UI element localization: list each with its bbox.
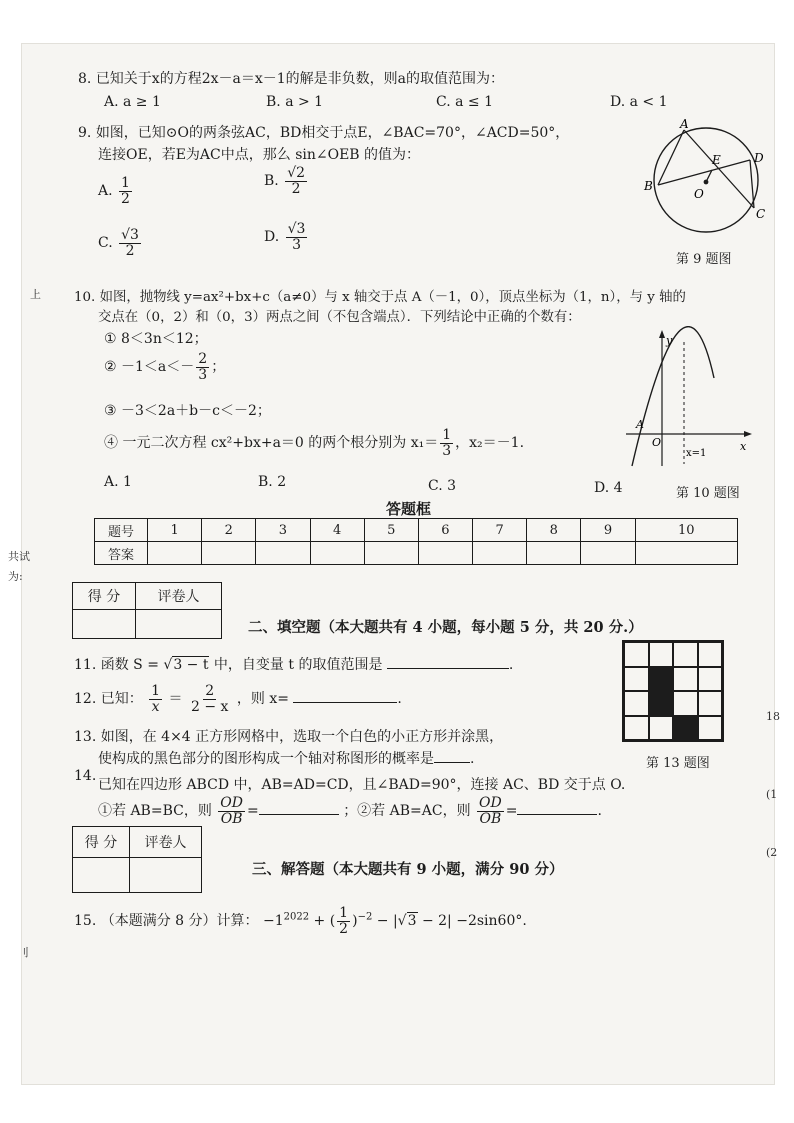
q10-conclusion-2: ② －1＜a＜－ $\frac{2}{3}$ ； [104, 351, 226, 383]
fraction: $\frac{OD}{OB}$ [479, 795, 502, 827]
question-number-cell: 5 [364, 519, 418, 542]
answer-cell[interactable] [202, 542, 256, 565]
fraction: $\frac{1}{2}$ [339, 905, 349, 937]
q9-option-b: B. $\frac{√2}{2}$ [264, 165, 306, 197]
score-label: 得 分 [73, 583, 136, 610]
question-number-cell: 1 [148, 519, 202, 542]
question-number-cell: 6 [418, 519, 472, 542]
margin-mark: 为: [8, 570, 23, 583]
question-number-cell: 2 [202, 519, 256, 542]
row-header: 题号 [95, 519, 148, 542]
black-square [649, 667, 674, 692]
fraction: $\frac{√3}{3}$ [287, 221, 306, 253]
score-table-section2 [72, 582, 222, 639]
q8-option-c: C. a ≤ 1 [436, 94, 493, 110]
q10-conclusion-1: ① 8＜3n＜12； [104, 331, 208, 347]
score-cell[interactable] [73, 858, 130, 893]
q8-option-a: A. a ≥ 1 [104, 94, 161, 110]
question-9 [78, 122, 569, 142]
question-15: 15. （本题满分 8 分）计算： $-1^{2022}$ + ( $\frac{1}{2}$ )$^{-2}$ − |√3 − 2| −2sin60°. [74, 905, 527, 937]
answer-cell[interactable] [418, 542, 472, 565]
q9-option-a: A. $\frac{1}{2}$ [98, 175, 130, 207]
fraction: $\frac{2}{2 - x}$ [191, 683, 229, 715]
q8-option-d: D. a < 1 [610, 94, 668, 110]
label-e: E [712, 153, 721, 167]
margin-mark: 刂 [18, 946, 29, 959]
q10-parabola-figure [622, 326, 756, 474]
question-number: 14. [74, 768, 97, 784]
q9-option-d: D. $\frac{√3}{3}$ [264, 221, 306, 253]
q13-caption: 第 13 题图 [646, 756, 710, 771]
label-x: x [740, 440, 747, 453]
fraction: $\frac{√3}{2}$ [121, 227, 139, 259]
fraction: $\frac{1}{2}$ [121, 175, 130, 207]
parabola-curve [632, 327, 714, 466]
fraction: $\frac{OD}{OB}$ [220, 795, 243, 827]
margin-mark: (2 [766, 846, 778, 859]
answer-cell[interactable] [473, 542, 527, 565]
margin-mark: 共试 [8, 550, 30, 563]
fraction: $\frac{2}{3}$ [198, 351, 208, 383]
question-14-parts: ①若 AB=BC，则 $\frac{OD}{OB}$ = ；②若 AB=AC，则 $\frac{OD}{OB}$ = . [98, 795, 602, 827]
answer-cell[interactable] [256, 542, 310, 565]
question-number-cell: 3 [256, 519, 310, 542]
question-14 [74, 768, 96, 784]
answer-cell[interactable] [310, 542, 364, 565]
question-13-line2: 使构成的黑色部分的图形构成一个轴对称图形的概率是 . [98, 751, 475, 767]
question-number: 8. [78, 71, 92, 87]
label-b: B [644, 179, 653, 193]
chord-ab [658, 130, 684, 185]
question-11: 11. 函数 S = √3 − t 中，自变量 t 的取值范围是 . [74, 657, 514, 673]
answer-table [94, 518, 738, 565]
question-13: 13. 如图，在 4×4 正方形网格中，选取一个白色的小正方形并涂黑， [74, 729, 504, 745]
score-cell[interactable] [73, 610, 136, 639]
q10-caption: 第 10 题图 [676, 486, 740, 501]
answer-cell[interactable] [364, 542, 418, 565]
margin-mark: 18 [766, 710, 780, 723]
question-number: 11. [74, 657, 97, 673]
score-table-section3 [72, 826, 202, 893]
score-label: 得 分 [73, 827, 130, 858]
label-a: A [680, 118, 689, 131]
question-stem: 已知关于x的方程2x－a＝x－1的解是非负数，则a的取值范围为： [95, 71, 505, 87]
label-d: D [754, 151, 764, 165]
row-header: 答案 [95, 542, 148, 565]
marker-label: 评卷人 [136, 583, 222, 610]
answer-box-title: 答题框 [386, 500, 432, 518]
chord-cd [750, 160, 754, 208]
fraction: $\frac{1}{3}$ [442, 427, 452, 459]
question-number-cell: 8 [527, 519, 581, 542]
question-9-line2: 连接OE，若E为AC中点，那么 sin∠OEB 的值为： [98, 147, 421, 163]
label-o: O [694, 187, 704, 201]
margin-mark: 上 [30, 288, 41, 301]
margin-mark: (1 [766, 788, 778, 801]
question-number: 10. [74, 290, 96, 305]
section-3-title: 三、解答题（本大题共有 9 小题，满分 90 分） [252, 861, 564, 878]
marker-cell[interactable] [130, 858, 202, 893]
question-8 [78, 68, 504, 88]
question-number: 13. [74, 729, 97, 745]
answer-blank[interactable] [293, 690, 397, 703]
answer-cell[interactable] [148, 542, 202, 565]
black-square [649, 691, 674, 716]
table-row [95, 542, 738, 565]
answer-cell[interactable] [581, 542, 635, 565]
answer-blank[interactable] [434, 750, 470, 763]
label-o: O [652, 436, 662, 449]
answer-blank[interactable] [517, 802, 597, 815]
answer-blank[interactable] [387, 656, 509, 669]
question-number: 15. [74, 913, 97, 930]
table-row [95, 519, 738, 542]
marker-cell[interactable] [136, 610, 222, 639]
q10-conclusion-4: ④ 一元二次方程 cx²+bx+a＝0 的两个根分别为 x₁＝ $\frac{1}{3}$ ，x₂＝－1. [104, 427, 525, 459]
black-square [673, 716, 698, 741]
answer-cell[interactable] [527, 542, 581, 565]
center-dot [704, 180, 709, 185]
question-12: 12. 已知： $\frac{1}{x}$ ＝ $\frac{2}{2 - x}$ ，则 x= . [74, 683, 402, 715]
q10-conclusion-3: ③ －3＜2a＋b－c＜－2； [104, 403, 271, 419]
fraction: $\frac{√2}{2}$ [287, 165, 306, 197]
question-number: 12. [74, 691, 97, 708]
question-number-cell: 10 [635, 519, 737, 542]
q9-option-c: C. $\frac{√3}{2}$ [98, 227, 139, 259]
q10-option-b: B. 2 [258, 474, 287, 490]
label-axis: x=1 [686, 448, 707, 459]
q13-grid-figure [622, 640, 724, 742]
q10-option-d: D. 4 [594, 480, 623, 496]
q9-circle-figure [640, 118, 770, 248]
question-stem: 如图，已知⊙O的两条弦AC，BD相交于点E，∠BAC=70°，∠ACD=50°， [95, 125, 570, 141]
question-number-cell: 9 [581, 519, 635, 542]
question-number-cell: 4 [310, 519, 364, 542]
label-c: C [756, 207, 766, 221]
question-number: 9. [78, 125, 92, 141]
question-stem: 如图，抛物线 y=ax²+bx+c（a≠0）与 x 轴交于点 A（－1，0），顶点坐标为（1，n），与 y 轴的 [99, 290, 686, 305]
question-10 [74, 286, 686, 305]
q9-caption: 第 9 题图 [676, 252, 732, 267]
question-14-line1: 已知在四边形 ABCD 中，AB=AD=CD，且∠BAD=90°，连接 AC、BD 交于点 O. [98, 777, 626, 793]
answer-cell[interactable] [635, 542, 737, 565]
marker-label: 评卷人 [130, 827, 202, 858]
q10-option-c: C. 3 [428, 478, 457, 494]
q10-option-a: A. 1 [104, 474, 132, 490]
question-10-line2: 交点在（0，2）和（0，3）两点之间（不包含端点）．下列结论中正确的个数有： [98, 310, 581, 325]
fraction: $\frac{1}{x}$ [151, 683, 161, 715]
section-2-title: 二、填空题（本大题共有 4 小题，每小题 5 分，共 20 分.） [248, 619, 643, 636]
answer-blank[interactable] [259, 802, 339, 815]
label-y: y [666, 334, 673, 347]
q8-option-b: B. a > 1 [266, 94, 324, 110]
question-number-cell: 7 [473, 519, 527, 542]
label-a: A [636, 418, 644, 431]
